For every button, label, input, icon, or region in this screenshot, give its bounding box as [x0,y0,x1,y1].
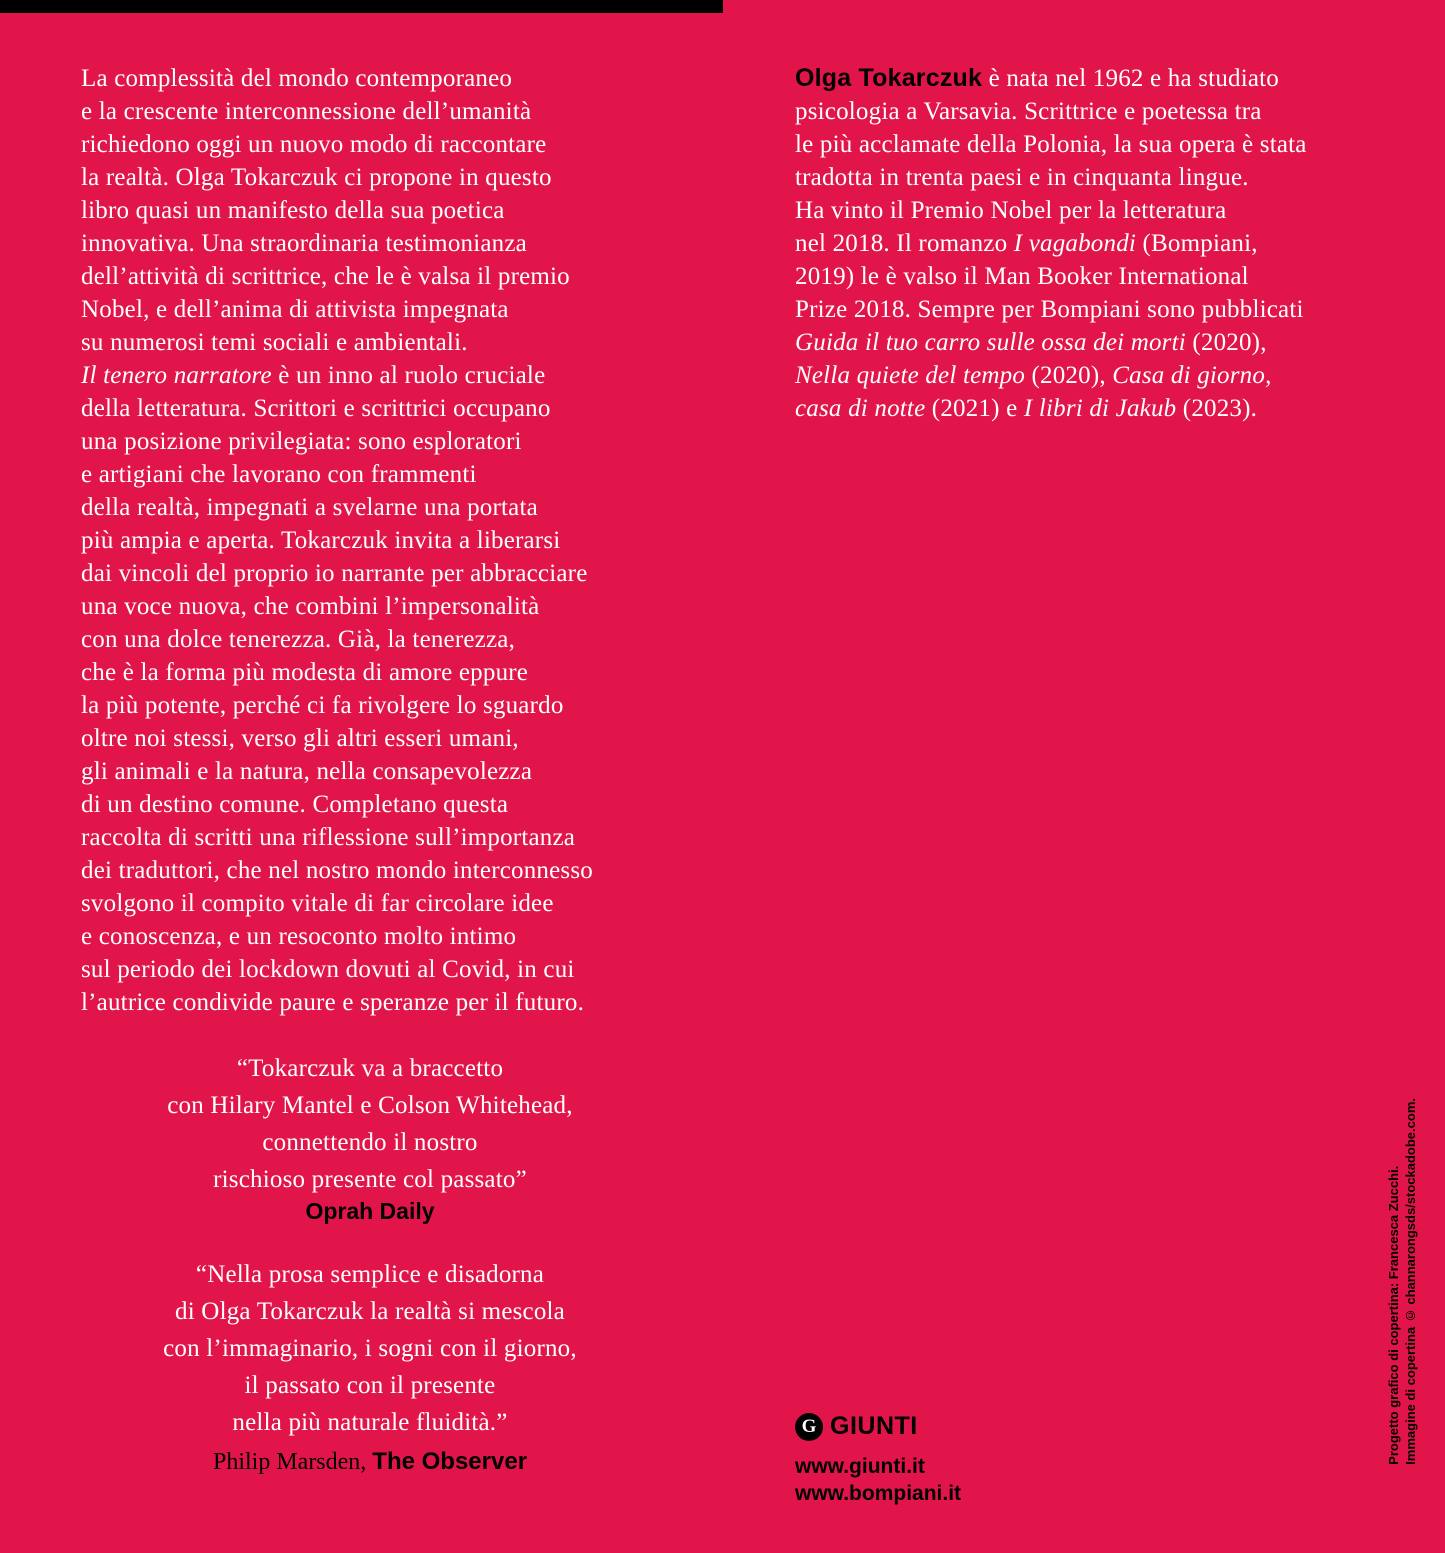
review-attribution-oprah-daily: Oprah Daily [305,1198,435,1224]
giunti-logo [795,1412,961,1441]
top-black-bar [0,0,723,13]
review-attribution-philip-marsden: Philip Marsden, The Observer [212,1448,528,1475]
bompiani-url: www.bompiani.it [795,1482,962,1505]
author-bio-text: Olga Tokarczuk è nata nel 1962 e ha studiato psicologia a Varsavia. Scrittrice e poetessa tra le più acclamate della Polonia, la sua opera è stata tradotta in trenta paesi e in cinquanta lingue. Ha vinto il Premio Nobel per la letteratura nel 2018. Il romanzo I vagabondi (Bompiani, 2019) le è valso il Man Booker International Prize 2018. Sempre per Bompiani sono pubblicati Guida il tuo carro sulle ossa dei morti (2020), Nella quiete del tempo (2020), Casa di giorno, casa di notte (2021) e I libri di Jakub (2023). [795,64,1307,422]
cover-image-credit: Immagine di copertina © channarongsds/stockadobe.com. [1403,1098,1418,1465]
giunti-url: www.giunti.it [795,1455,925,1478]
review-quote-observer: “Nella prosa semplice e disadorna di Olga Tokarczuk la realtà si mescola con l’immaginario, i sogni con il giorno, il passato con il presente nella più naturale fluidità.” [163,1261,577,1436]
book-blurb-text: La complessità del mondo contemporaneo e la crescente interconnessione dell’umanità richiedono oggi un nuovo modo di raccontare la realtà. Olga Tokarczuk ci propone in questo libro quasi un manifesto della sua poetica innovativa. Una straordinaria testimonianza dell’attività di scrittrice, che le è valsa il premio Nobel, e dell’anima di attivista impegnata su numerosi temi sociali e ambientali. Il tenero narratore è un inno al ruolo cruciale della letteratura. Scrittori e scrittrici occupano una posizione privilegiata: sono esploratori e artigiani che lavorano con frammenti della realtà, impegnati a svelarne una portata più ampia e aperta. Tokarczuk invita a liberarsi dai vincoli del proprio io narrante per abbracciare una voce nuova, che combini l’impersonalità con una dolce tenerezza. Già, la tenerezza, che è la forma più modesta di amore eppure la più potente, perché ci fa rivolgere lo sguardo oltre noi stessi, verso gli altri esseri umani, gli animali e la natura, nella consapevolezza di un destino comune. Completano questa raccolta di scritti una riflessione sull’importanza dei traduttori, che nel nostro mondo interconnesso svolgono il compito vitale di far circolare idee e conoscenza, e un resoconto molto intimo sul periodo dei lockdown dovuti al Covid, in cui l’autrice condivide paure e speranze per il futuro. [81,65,593,1016]
cover-credits [1385,1098,1419,1465]
giunti-logo-icon: G [795,1413,823,1441]
giunti-logo-text: GIUNTI [830,1412,918,1440]
cover-design-credit: Progetto grafico di copertina: Francesca Zucchi. [1386,1165,1401,1465]
publisher-block [795,1412,961,1507]
review-quote-oprah: “Tokarczuk va a braccetto con Hilary Mantel e Colson Whitehead, connettendo il nostro rischioso presente col passato” [167,1055,573,1193]
